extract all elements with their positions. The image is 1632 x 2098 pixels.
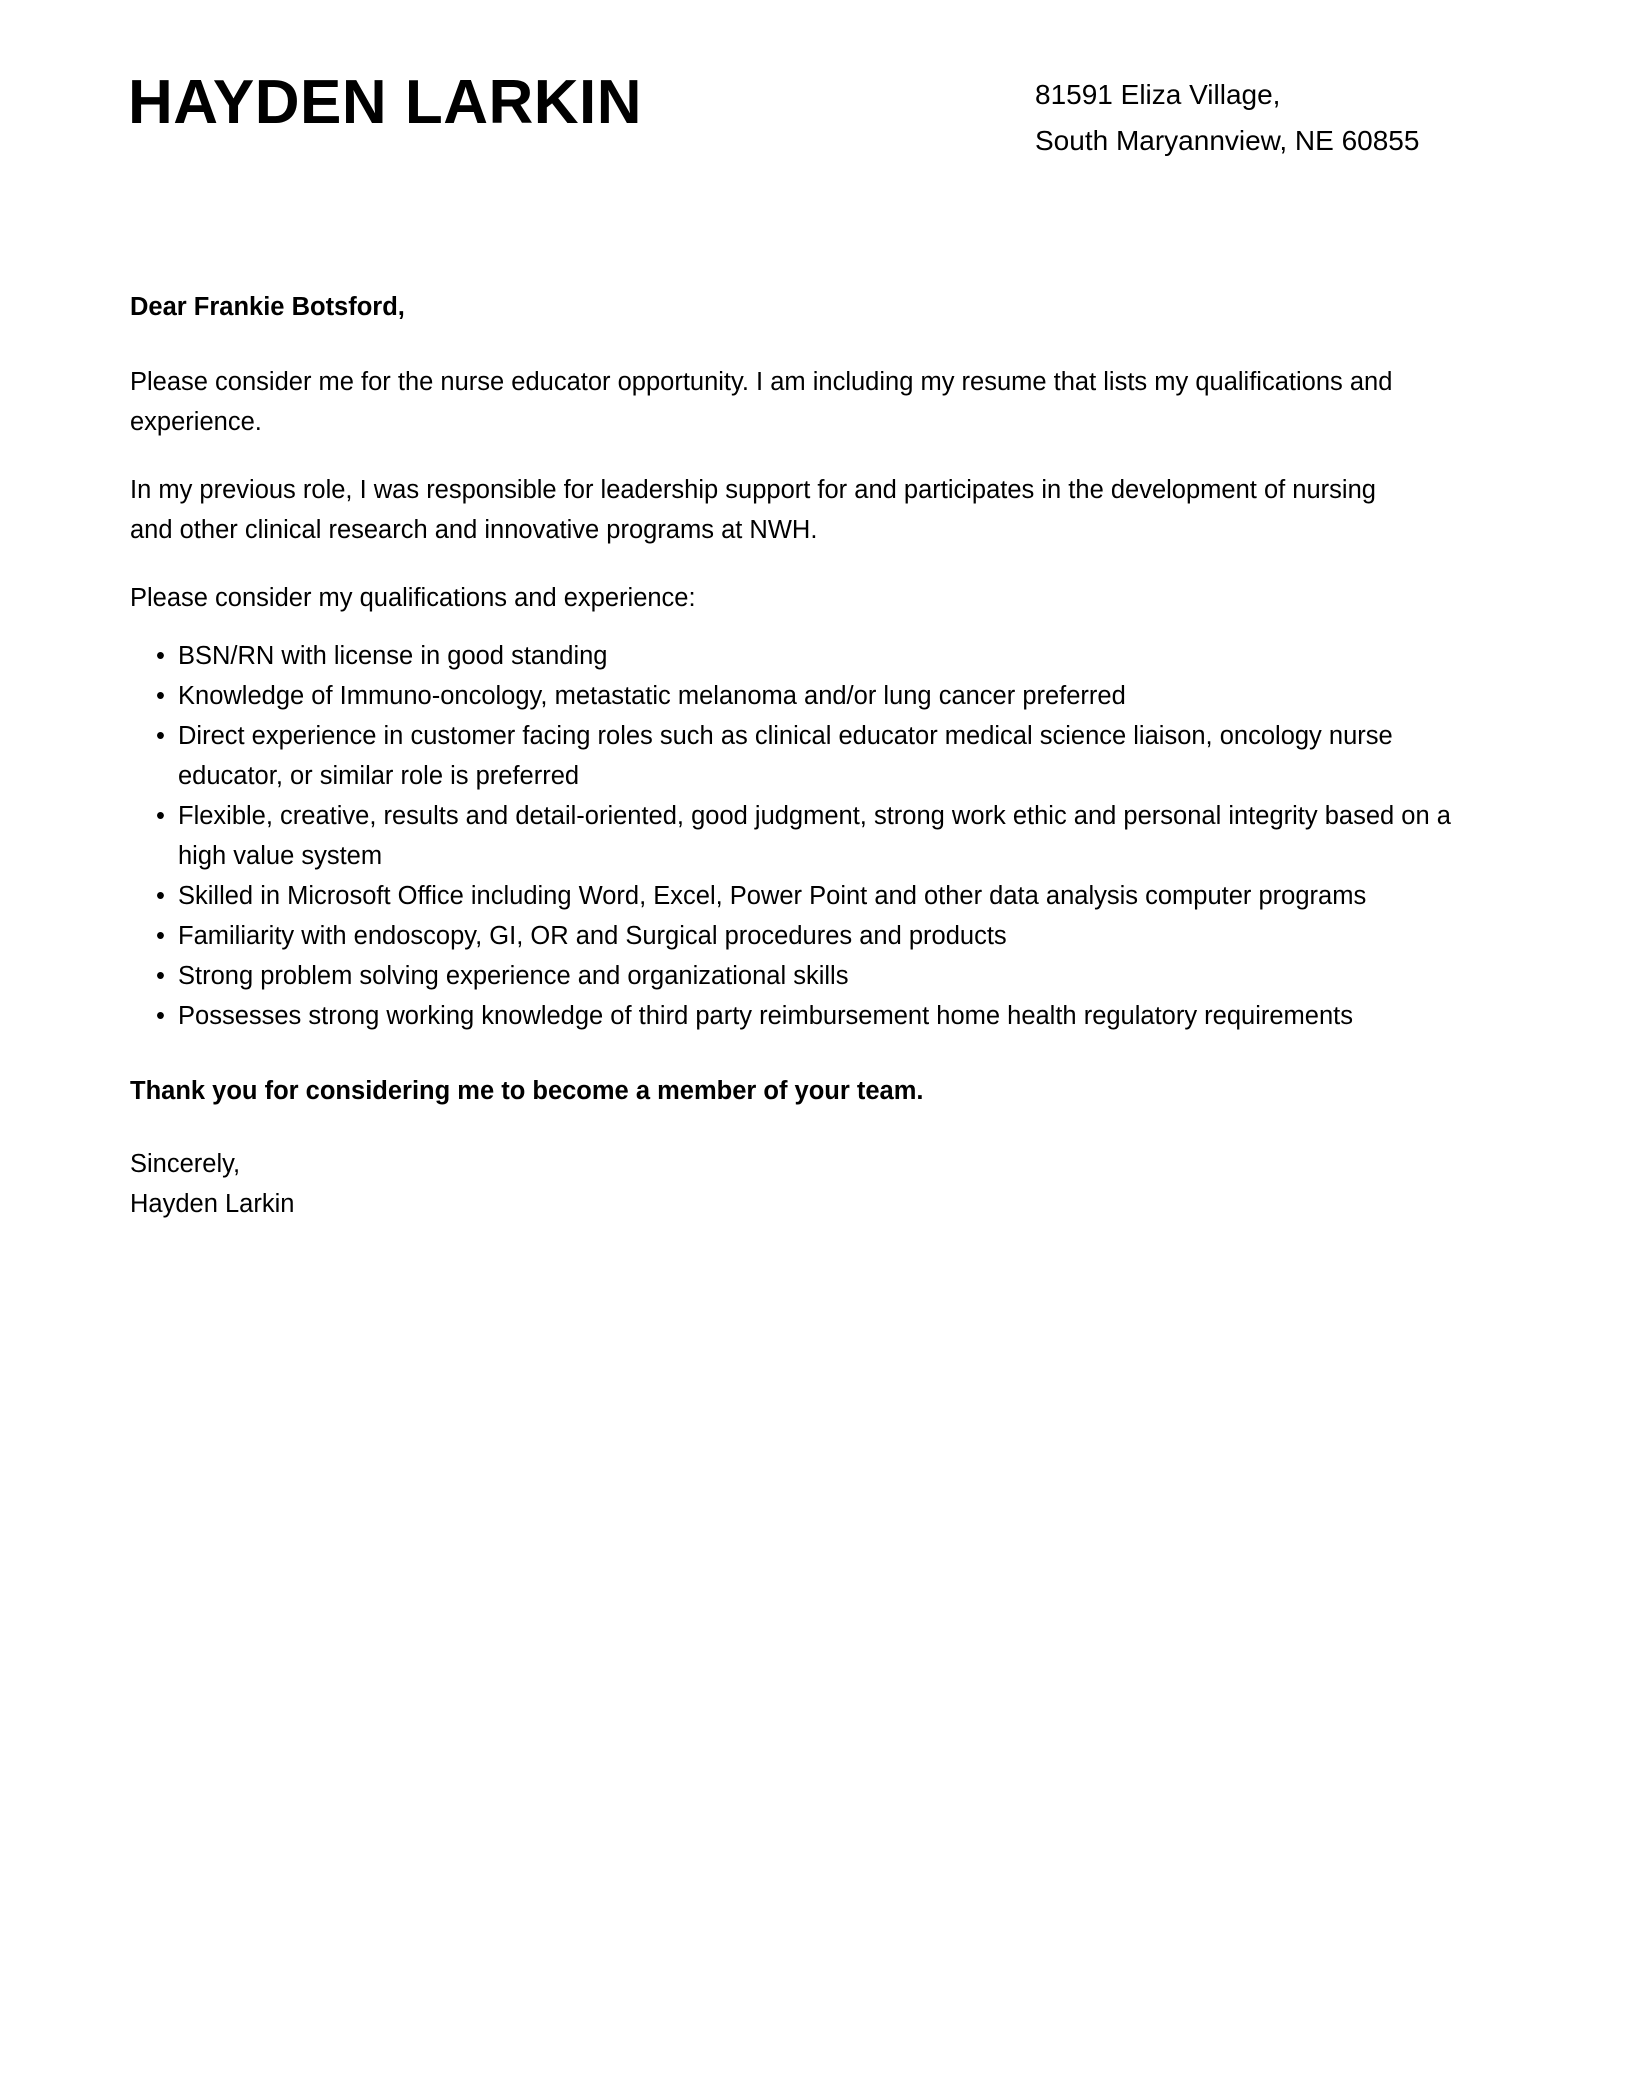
letter-body <box>130 288 1470 1224</box>
bullet-icon: • <box>156 1002 165 1030</box>
thank-you-line: Thank you for considering me to become a member of your team. <box>130 1077 924 1105</box>
paragraph-previous-role: In my previous role, I was responsible for leadership support for and participates in the development of nursing and other clinical research and innovative programs at NWH. <box>130 476 1376 544</box>
signature-name: Hayden Larkin <box>130 1190 295 1218</box>
list-item <box>130 796 1468 876</box>
list-item-label: Familiarity with endoscopy, GI, OR and Surgical procedures and products <box>178 922 1007 950</box>
bullet-icon: • <box>156 802 165 830</box>
salutation: Dear Frankie Botsford, <box>130 293 405 321</box>
bullet-icon: • <box>156 642 165 670</box>
applicant-address-block <box>1035 72 1555 164</box>
list-item-label: Knowledge of Immuno-oncology, metastatic melanoma and/or lung cancer preferred <box>178 682 1126 710</box>
bullet-icon: • <box>156 682 165 710</box>
address-line-2: South Maryannview, NE 60855 <box>1035 125 1420 156</box>
list-item-label: BSN/RN with license in good standing <box>178 642 608 670</box>
paragraph-intro: Please consider me for the nurse educator opportunity. I am including my resume that lists my qualifications and experience. <box>130 368 1393 436</box>
list-item-label: Possesses strong working knowledge of third party reimbursement home health regulatory requirements <box>178 1002 1353 1030</box>
bullet-icon: • <box>156 962 165 990</box>
paragraph-qualifications-lead-in: Please consider my qualifications and experience: <box>130 584 696 612</box>
page-title: HAYDEN LARKIN <box>128 68 643 137</box>
applicant-name-block <box>128 66 988 140</box>
list-item <box>130 996 1468 1036</box>
list-item <box>130 956 1468 996</box>
list-item <box>130 636 1468 676</box>
list-item <box>130 716 1468 796</box>
letter-header <box>0 0 1632 190</box>
address-line-1: 81591 Eliza Village, <box>1035 79 1281 110</box>
qualifications-list <box>130 636 1470 1036</box>
list-item <box>130 916 1468 956</box>
list-item-label: Strong problem solving experience and organizational skills <box>178 962 849 990</box>
list-item <box>130 876 1468 916</box>
bullet-icon: • <box>156 922 165 950</box>
list-item <box>130 676 1468 716</box>
list-item-label: Direct experience in customer facing roles such as clinical educator medical science liaison, oncology nurse educator, or similar role is preferred <box>178 722 1393 790</box>
closing-salutation: Sincerely, <box>130 1150 241 1178</box>
bullet-icon: • <box>156 722 165 750</box>
signoff-block <box>130 1144 1470 1224</box>
list-item-label: Flexible, creative, results and detail-oriented, good judgment, strong work ethic and personal integrity based on a high value system <box>178 802 1451 870</box>
list-item-label: Skilled in Microsoft Office including Word, Excel, Power Point and other data analysis computer programs <box>178 882 1367 910</box>
bullet-icon: • <box>156 882 165 910</box>
